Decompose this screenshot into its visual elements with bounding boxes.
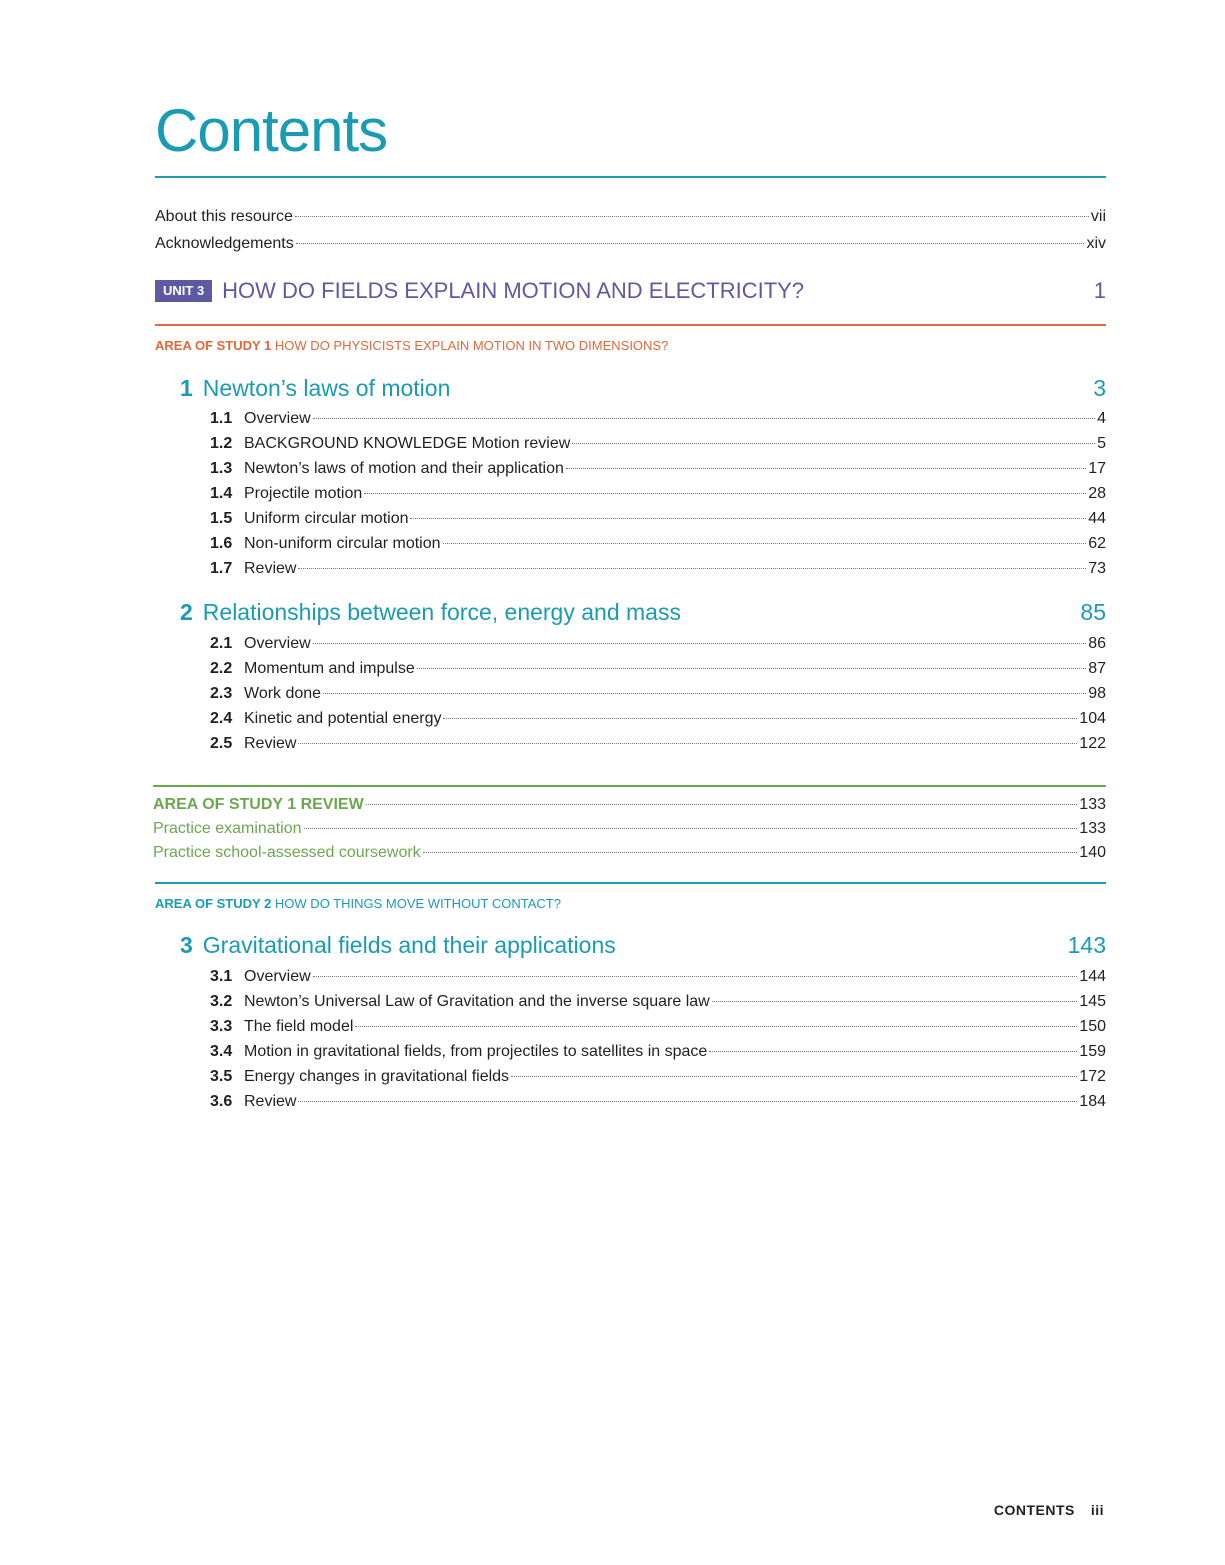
unit-badge: UNIT 3: [155, 280, 212, 302]
toc-entry-page: xiv: [1086, 235, 1106, 252]
section-label: Overview: [244, 968, 311, 985]
section-label: Newton’s laws of motion and their application: [244, 460, 564, 477]
section-entry[interactable]: [210, 968, 1106, 986]
toc-entry-page: 133: [1079, 796, 1106, 813]
section-label: BACKGROUND KNOWLEDGE Motion review: [244, 435, 571, 452]
toc-entry-page: 133: [1079, 820, 1106, 837]
leader-dots: [423, 852, 1078, 853]
chapter-number: 2: [180, 599, 193, 625]
toc-entry-label: Practice school-assessed coursework: [153, 844, 421, 861]
section-entry[interactable]: [210, 410, 1106, 428]
toc-entry-acknowledgements[interactable]: [155, 235, 1106, 253]
leader-dots: [298, 1101, 1077, 1102]
toc-entry-page: vii: [1090, 208, 1106, 225]
section-label: Momentum and impulse: [244, 660, 415, 677]
title-rule: [155, 176, 1106, 178]
section-number: 3.1: [210, 968, 233, 985]
leader-dots: [443, 718, 1077, 719]
section-page: 150: [1079, 1018, 1106, 1035]
section-entry[interactable]: [210, 460, 1106, 478]
chapter-3-heading[interactable]: [180, 932, 1106, 959]
section-page: 172: [1079, 1068, 1106, 1085]
footer-page-number: iii: [1090, 1502, 1104, 1518]
section-entry[interactable]: [210, 660, 1106, 678]
section-page: 44: [1088, 510, 1106, 527]
section-label: Kinetic and potential energy: [244, 710, 442, 727]
section-entry[interactable]: [210, 1093, 1106, 1111]
section-page: 73: [1088, 560, 1106, 577]
section-label: Overview: [244, 635, 311, 652]
leader-dots: [709, 1051, 1077, 1052]
aos-key: AREA OF STUDY 2: [155, 896, 272, 911]
leader-dots: [410, 518, 1086, 519]
section-entry[interactable]: [210, 1068, 1106, 1086]
section-label: Uniform circular motion: [244, 510, 409, 527]
section-number: 1.6: [210, 535, 233, 552]
unit-title: HOW DO FIELDS EXPLAIN MOTION AND ELECTRICITY?: [222, 278, 805, 303]
review-rule: [153, 785, 1106, 787]
section-entry[interactable]: [210, 685, 1106, 703]
leader-dots: [417, 668, 1086, 669]
section-label: Non-uniform circular motion: [244, 535, 441, 552]
leader-dots: [313, 643, 1087, 644]
leader-dots: [511, 1076, 1077, 1077]
leader-dots: [572, 443, 1095, 444]
leader-dots: [313, 418, 1095, 419]
leader-dots: [712, 1001, 1078, 1002]
page-title: Contents: [155, 97, 388, 164]
section-number: 3.3: [210, 1018, 233, 1035]
toc-entry-practice-sac[interactable]: [153, 844, 1106, 862]
section-page: 144: [1079, 968, 1106, 985]
toc-entry-label: AREA OF STUDY 1 REVIEW: [153, 796, 364, 813]
section-label: Work done: [244, 685, 322, 702]
footer-label: CONTENTS: [993, 1502, 1075, 1518]
section-label: Motion in gravitational fields, from projectiles to satellites in space: [244, 1043, 708, 1060]
chapter-1-heading[interactable]: [180, 375, 1106, 402]
section-entry[interactable]: [210, 710, 1106, 728]
chapter-number: 1: [180, 375, 193, 401]
chapter-title: Relationships between force, energy and mass: [202, 599, 681, 625]
toc-entry-label: About this resource: [155, 208, 293, 225]
section-number: 2.3: [210, 685, 233, 702]
leader-dots: [355, 1026, 1077, 1027]
section-number: 3.2: [210, 993, 233, 1010]
section-page: 184: [1079, 1093, 1106, 1110]
chapter-number: 3: [180, 932, 193, 958]
leader-dots: [366, 804, 1078, 805]
section-number: 2.4: [210, 710, 233, 727]
section-number: 1.5: [210, 510, 233, 527]
section-number: 3.6: [210, 1093, 233, 1110]
chapter-page: 3: [1093, 375, 1106, 401]
section-label: Overview: [244, 410, 311, 427]
section-number: 1.4: [210, 485, 233, 502]
leader-dots: [304, 828, 1078, 829]
section-number: 3.4: [210, 1043, 233, 1060]
section-page: 87: [1088, 660, 1106, 677]
section-label: Review: [244, 1093, 297, 1110]
section-page: 145: [1079, 993, 1106, 1010]
section-entry[interactable]: [210, 1018, 1106, 1036]
section-number: 2.2: [210, 660, 233, 677]
section-number: 3.5: [210, 1068, 233, 1085]
section-label: Energy changes in gravitational fields: [244, 1068, 510, 1085]
section-page: 4: [1097, 410, 1106, 427]
aos-key: AREA OF STUDY 1: [155, 338, 272, 353]
section-entry[interactable]: [210, 485, 1106, 503]
toc-entry-label: Practice examination: [153, 820, 302, 837]
toc-entry-about[interactable]: [155, 208, 1106, 226]
aos2-rule: [155, 882, 1106, 884]
section-entry[interactable]: [210, 535, 1106, 553]
section-page: 159: [1079, 1043, 1106, 1060]
section-number: 1.1: [210, 410, 233, 427]
chapter-2-heading[interactable]: [180, 599, 1106, 626]
leader-dots: [364, 493, 1086, 494]
toc-entry-page: 140: [1079, 844, 1106, 861]
section-entry[interactable]: [210, 635, 1106, 653]
section-entry[interactable]: [210, 1043, 1106, 1061]
leader-dots: [313, 976, 1078, 977]
section-entry[interactable]: [210, 560, 1106, 578]
section-page: 28: [1088, 485, 1106, 502]
leader-dots: [296, 243, 1085, 244]
section-page: 5: [1097, 435, 1106, 452]
toc-entry-aos1-review[interactable]: [153, 796, 1106, 814]
aos-text: HOW DO THINGS MOVE WITHOUT CONTACT?: [274, 896, 561, 911]
section-label: Review: [244, 735, 297, 752]
section-label: Newton’s Universal Law of Gravitation and the inverse square law: [244, 993, 710, 1010]
leader-dots: [566, 468, 1086, 469]
section-entry[interactable]: [210, 510, 1106, 528]
section-page: 122: [1079, 735, 1106, 752]
section-page: 104: [1079, 710, 1106, 727]
section-label: Projectile motion: [244, 485, 363, 502]
leader-dots: [295, 216, 1089, 217]
chapter-page: 143: [1067, 932, 1106, 958]
unit-rule: [155, 324, 1106, 326]
leader-dots: [323, 693, 1086, 694]
section-entry[interactable]: [210, 735, 1106, 753]
leader-dots: [298, 568, 1086, 569]
toc-entry-label: Acknowledgements: [155, 235, 294, 252]
section-page: 62: [1088, 535, 1106, 552]
section-number: 2.5: [210, 735, 233, 752]
page-footer: [994, 1502, 1104, 1518]
section-number: 2.1: [210, 635, 233, 652]
unit-page: 1: [1093, 278, 1106, 303]
section-entry[interactable]: [210, 435, 1106, 453]
unit-heading[interactable]: [155, 278, 1106, 304]
section-number: 1.2: [210, 435, 233, 452]
section-page: 17: [1088, 460, 1106, 477]
section-page: 98: [1088, 685, 1106, 702]
aos-text: HOW DO PHYSICISTS EXPLAIN MOTION IN TWO DIMENSIONS?: [274, 338, 669, 353]
leader-dots: [443, 543, 1087, 544]
chapter-title: Gravitational fields and their applications: [202, 932, 616, 958]
section-label: Review: [244, 560, 297, 577]
section-number: 1.3: [210, 460, 233, 477]
section-page: 86: [1088, 635, 1106, 652]
area-of-study-2-heading: [155, 896, 561, 911]
section-entry[interactable]: [210, 993, 1106, 1011]
toc-entry-practice-exam[interactable]: [153, 820, 1106, 838]
leader-dots: [298, 743, 1077, 744]
area-of-study-1-heading: [155, 338, 668, 353]
section-label: The field model: [244, 1018, 354, 1035]
chapter-page: 85: [1080, 599, 1106, 625]
section-number: 1.7: [210, 560, 233, 577]
chapter-title: Newton’s laws of motion: [202, 375, 451, 401]
